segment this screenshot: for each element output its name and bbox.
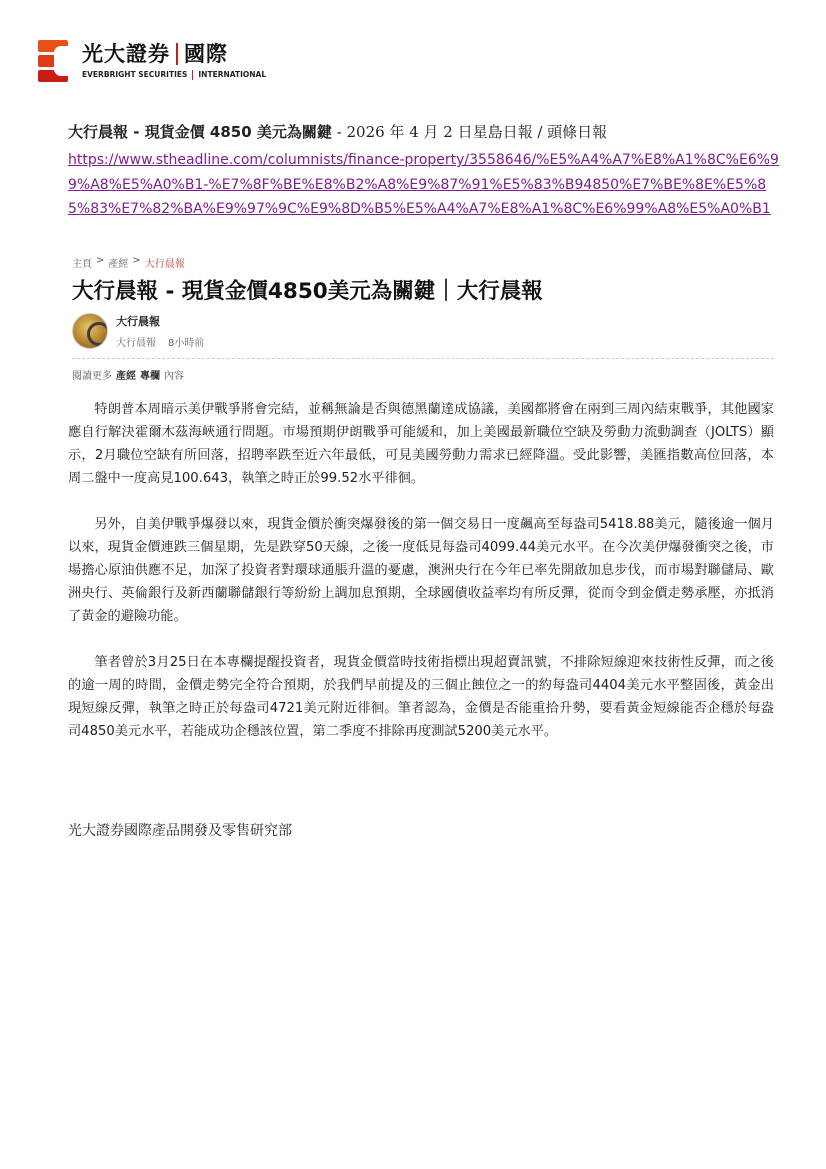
logo-sub-en: INTERNATIONAL xyxy=(198,70,267,79)
breadcrumb-home[interactable]: 主頁 xyxy=(72,259,92,270)
author-name[interactable]: 大行晨報 xyxy=(116,315,160,328)
document-header: 大行晨報 - 現貨金價 4850 美元為關鍵 - 2026 年 4 月 2 日星島日報 / 頭條日報 xyxy=(68,123,608,141)
read-more-finance-link[interactable]: 產經 xyxy=(116,371,136,382)
read-more: 閱讀更多 產經 專欄 內容 xyxy=(72,367,184,382)
post-time: 8小時前 xyxy=(168,338,205,349)
header-date-source: - 2026 年 4 月 2 日星島日報 / 頭條日報 xyxy=(331,123,608,141)
author-block xyxy=(72,313,204,349)
author-source: 大行晨報 xyxy=(116,338,156,349)
logo-sub-cn: 國際 xyxy=(184,42,228,66)
header-headline: 現貨金價 4850 美元為關鍵 xyxy=(144,123,332,141)
breadcrumb-finance[interactable]: 產經 xyxy=(108,259,129,270)
divider xyxy=(72,358,774,359)
breadcrumb-column[interactable]: 大行晨報 xyxy=(144,259,185,270)
department-signature: 光大證券國際產品開發及零售研究部 xyxy=(68,823,292,839)
read-more-column-link[interactable]: 專欄 xyxy=(140,371,160,382)
article-body xyxy=(68,398,774,766)
logo-divider xyxy=(176,43,178,65)
logo-mark-icon xyxy=(38,40,70,82)
article-title: 大行晨報 - 現貨金價4850美元為關鍵｜大行晨報 xyxy=(72,279,543,304)
company-logo xyxy=(38,40,266,82)
logo-name-cn: 光大證券 xyxy=(82,42,170,66)
logo-name-en: EVERBRIGHT SECURITIES xyxy=(82,70,188,79)
paragraph-3: 筆者曾於3月25日在本專欄提醒投資者，現貨金價當時技術指標出現超賣訊號，不排除短線迎來技術性反彈，而之後的逾一周的時間，金價走勢完全符合預期，於我們早前提及的三個止蝕位之一的約每盎司4404美元水平整固後，黃金出現短線反彈，執筆之時正於每盎司4721美元附近徘徊。筆者認為，金價是否能重拾升勢，要看黃金短線能否企穩於每盎司4850美元水平，若能成功企穩該位置，第二季度不排除再度測試5200美元水平。 xyxy=(68,655,774,739)
source-url-link[interactable]: https://www.stheadline.com/columnists/finance-property/3558646/%E5%A4%A7%E8%A1%8C%E6%99%A8%E5%A0%B1-%E7%8F%BE%E8%B2%A8%E9%87%91%E5%83%B94850%E7%BE%8E%E5%85%83%E7%82%BA%E9%97%9C%E9%8D%B5%E5%A4%A7%E8%A1%8C%E6%99%A8%E5%A0%B1 xyxy=(68,152,779,217)
avatar[interactable] xyxy=(72,313,108,349)
breadcrumb: 主頁 > 產經 > 大行晨報 xyxy=(72,255,185,270)
header-column: 大行晨報 xyxy=(68,123,129,141)
paragraph-1: 特朗普本周暗示美伊戰爭將會完結，並稱無論是否與德黑蘭達成協議，美國都將會在兩到三周內結束戰爭，其他國家應自行解決霍爾木茲海峽通行問題。市場預期伊朗戰爭可能緩和，加上美國最新職位空缺及勞動力流動調查（JOLTS）顯示，2月職位空缺有所回落，招聘率跌至近六年最低，可見美國勞動力需求已經降溫。受此影響，美匯指數高位回落，本周二盤中一度高見100.643，執筆之時正於99.52水平徘徊。 xyxy=(68,402,774,486)
paragraph-2: 另外，自美伊戰爭爆發以來，現貨金價於衝突爆發後的第一個交易日一度飆高至每盎司5418.88美元，隨後逾一個月以來，現貨金價連跌三個星期，先是跌穿50天線，之後一度低見每盎司4099.44美元水平。在今次美伊爆發衝突之後，市場擔心原油供應不足，加深了投資者對環球通脹升溫的憂慮，澳洲央行在今年已率先開啟加息步伐，而市場對聯儲局、歐洲央行、英倫銀行及新西蘭聯儲銀行等紛紛上調加息預期，全球國債收益率均有所反彈，從而令到金價走勢承壓，亦抵消了黃金的避險功能。 xyxy=(68,517,774,624)
